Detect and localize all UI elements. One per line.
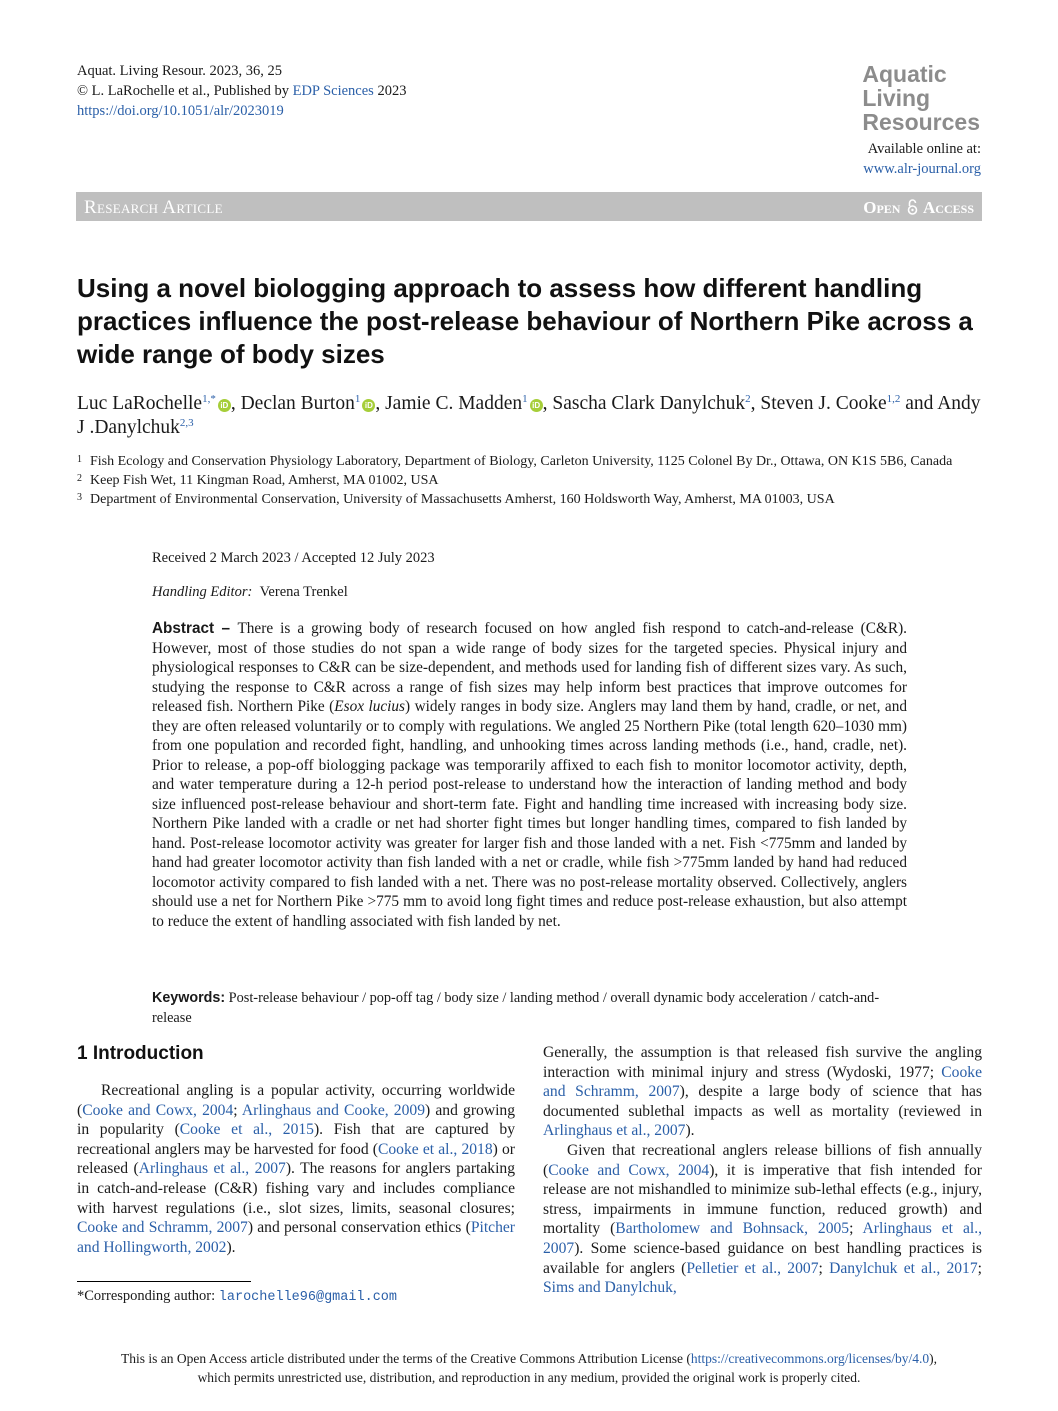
paragraph-text: ). xyxy=(685,1122,695,1140)
affiliation xyxy=(77,452,983,471)
article-type: Research Article xyxy=(84,197,223,218)
paragraph-text: ; xyxy=(849,1220,863,1238)
author-name: Sascha Clark Danylchuk xyxy=(552,393,746,414)
author-affiliation-sup[interactable]: 2,3 xyxy=(179,417,194,429)
header-meta xyxy=(77,61,406,121)
citation-link[interactable]: Pelletier et al., 2007 xyxy=(686,1259,819,1277)
paragraph-text: ). Fish that are captured by recreational anglers may be harvested for food ( xyxy=(77,1121,515,1158)
affiliations xyxy=(77,452,983,509)
citation-link[interactable]: Pitcher and Hollingworth, 2002 xyxy=(77,1219,515,1256)
license-url-link[interactable]: https://creativecommons.org/licenses/by/4.0 xyxy=(690,1351,930,1366)
author-affiliation-sup[interactable]: 1 xyxy=(354,393,361,405)
paragraph-text: ; xyxy=(977,1259,982,1277)
paragraph-text: ), despite a large body of science that has documented sublethal impacts as well as mortality (reviewed in xyxy=(543,1083,982,1120)
open-access-badge: Open Access xyxy=(863,198,974,217)
journal-url-link[interactable]: www.alr-journal.org xyxy=(863,161,981,177)
footnote-divider xyxy=(77,1281,251,1282)
citation-link[interactable]: Arlinghaus and Cooke, 2009 xyxy=(241,1101,425,1119)
license-statement: This is an Open Access article distributed under the terms of the Creative Commons Attribution License (https://creativecommons.org/licenses/by/4.0), which permits unrestricted use, distribution, and reproduction in any medium, provided the original work is properly cited. xyxy=(121,1351,937,1385)
author xyxy=(760,393,900,414)
citation-link[interactable]: Arlinghaus et al., 2007 xyxy=(138,1160,286,1178)
orcid-icon[interactable]: iD xyxy=(218,399,231,412)
author-name: Declan Burton xyxy=(240,393,355,414)
citation-link[interactable]: Sims and Danylchuk, xyxy=(543,1279,677,1297)
paragraph-text: Given that recreational anglers release billions of fish annually ( xyxy=(543,1142,982,1179)
abstract-label: Abstract xyxy=(152,620,215,637)
intro-paragraph-1 xyxy=(77,1081,515,1257)
citation-link[interactable]: Cooke and Schramm, 2007 xyxy=(77,1219,248,1237)
author-name: Steven J. Cooke xyxy=(760,393,887,414)
author xyxy=(552,393,750,414)
handling-editor: Handling Editor: Verena Trenkel xyxy=(152,584,348,600)
corresponding-author-footnote: *Corresponding author: larochelle96@gmail.com xyxy=(77,1288,397,1305)
affiliation-text: Fish Ecology and Conservation Physiology Laboratory, Department of Biology, Carleton University, 1125 Colonel By Dr., Ottawa, ON K1S 5B6, Canada xyxy=(90,454,953,469)
intro-paragraph-2 xyxy=(543,1043,982,1141)
citation-link[interactable]: Danylchuk et al., 2017 xyxy=(829,1259,978,1277)
citation-link[interactable]: Cooke et al., 2018 xyxy=(377,1140,493,1158)
paragraph-text: ) or released ( xyxy=(77,1140,515,1178)
citation-link[interactable]: Cooke and Cowx, 2004 xyxy=(548,1161,710,1179)
author xyxy=(241,393,376,414)
article-title: Using a novel biologging approach to assess how different handling practices influence the post-release behaviour of Northern Pike across a wide range of body sizes xyxy=(77,273,973,369)
author-affiliation-sup[interactable]: 2 xyxy=(745,393,751,405)
orcid-icon[interactable]: iD xyxy=(530,399,543,412)
article-type-bar xyxy=(76,192,982,221)
author-affiliation-sup[interactable]: 1 xyxy=(522,393,528,405)
paragraph-text: ). Some science-based guidance on best handling practices is available for anglers ( xyxy=(543,1239,982,1277)
email-link[interactable]: larochelle96@gmail.com xyxy=(218,1290,397,1305)
affiliation xyxy=(77,471,983,490)
abstract: Abstract – There is a growing body of research focused on how angled fish respond to catch-and-release (C&R). However, most of those studies do not span a wide range of body sizes for the targeted species. Physical injury and physiological responses to C&R can be size-dependent, and methods used for landing fish of different sizes vary. As such, studying the response to C&R across a range of fish sizes may help inform best practices that improve outcomes for released fish. Northern Pike (Esox lucius) widely ranges in body size. Anglers may land them by hand, cradle, or net, and they are often released voluntarily or to comply with regulations. We angled 25 Northern Pike (total length 620–1030 mm) from one population and recorded fight, handling, and unhooking times across landing methods (i.e., hand, cradle, net). Prior to release, a pop-off biologging package was temporarily affixed to each fish to monitor locomotor activity, depth, and water temperature during a 12-h period post-release to understand how the interaction of landing method and body size influenced post-release behaviour and short-term fate. Fight and handling time increased with increasing body size. Northern Pike landed with a cradle or net had shorter fight times but longer handling times, compared to fish landed by hand. Post-release locomotor activity was greater for larger fish and those landed with a net. Fish <775mm and landed by hand had greater locomotor activity than fish landed with a net or cradle, while fish >775mm landed by hand had reduced locomotor activity compared to fish landed with a net. There was no post-release mortality observed. Collectively, anglers should use a net for Northern Pike >775 mm to avoid long fight times and reduce post-release exhaustion, but also attempt to reduce the extent of handling associated with fish landed by net. xyxy=(152,620,907,930)
citation-link[interactable]: Arlinghaus et al., 2007 xyxy=(543,1122,686,1140)
affiliation-number: 1 xyxy=(77,454,82,465)
author xyxy=(385,393,543,414)
author-affiliation-sup[interactable]: 1,2 xyxy=(886,393,901,405)
affiliation-text: Keep Fish Wet, 11 Kingman Road, Amherst, MA 01002, USA xyxy=(90,473,439,488)
paragraph-text: ), it is imperative that fish intended for release are not mishandled to minimize sub-lethal effects (e.g., injury, stress, impairments in immune function, reduced growth) and mortality ( xyxy=(543,1161,983,1238)
citation-link[interactable]: Bartholomew and Bohnsack, 2005 xyxy=(615,1220,850,1238)
affiliation xyxy=(77,490,983,509)
author-name: Andy J .Danylchuk xyxy=(77,393,981,438)
open-lock-icon xyxy=(907,199,918,215)
publisher-link[interactable]: EDP Sciences xyxy=(292,83,374,99)
affiliation-text: Department of Environmental Conservation, University of Massachusetts Amherst, 160 Holdsworth Way, Amherst, MA 01003, USA xyxy=(90,492,835,507)
paragraph-text: ; xyxy=(818,1259,830,1277)
citation: Aquat. Living Resour. 2023, 36, 25 xyxy=(77,63,283,79)
paragraph-text: ) and growing in popularity ( xyxy=(77,1101,516,1139)
citation-link[interactable]: Cooke et al., 2015 xyxy=(179,1121,314,1139)
paragraph-text: ). The reasons for anglers partaking in catch-and-release (C&R) fishing vary and includes compliance with harvest regulations (i.e., slot sizes, limits, seasonal closures; xyxy=(77,1160,515,1217)
intro-paragraph-3 xyxy=(543,1141,982,1298)
affiliation-number: 3 xyxy=(77,492,82,503)
journal-availability: Available online at: www.alr-journal.org xyxy=(863,141,981,177)
paragraph-text: Recreational angling is a popular activity, occurring worldwide ( xyxy=(77,1082,515,1119)
paragraph-text: ) and personal conservation ethics ( xyxy=(247,1219,471,1237)
orcid-icon[interactable]: iD xyxy=(362,399,375,412)
journal-logo: Aquatic Living Resources xyxy=(862,61,980,135)
copyright-line: © L. LaRochelle et al., Published by EDP Sciences 2023 xyxy=(77,83,407,99)
received-accepted-dates: Received 2 March 2023 / Accepted 12 July 2023 xyxy=(152,550,435,566)
author xyxy=(77,393,231,414)
species-name: Esox lucius xyxy=(334,698,406,715)
doi-link[interactable]: https://doi.org/10.1051/alr/2023019 xyxy=(77,103,284,119)
citation-link[interactable]: Cooke and Cowx, 2004 xyxy=(82,1101,234,1119)
paragraph-text: Generally, the assumption is that released fish survive the angling interaction with minimal injury and stress (Wydoski, 1977; xyxy=(543,1044,982,1081)
affiliation-number: 2 xyxy=(77,473,82,484)
section-heading-introduction: 1 Introduction xyxy=(77,1043,204,1064)
citation-link[interactable]: Cooke and Schramm, 2007 xyxy=(543,1063,982,1101)
keywords-label: Keywords: xyxy=(152,990,226,1006)
author-affiliation-sup[interactable]: 1,* xyxy=(202,393,216,405)
paragraph-text: ; xyxy=(233,1101,242,1119)
paragraph-text: ). xyxy=(226,1238,236,1256)
author-list: Luc LaRochelle$^{1,*}$iD , Declan Burton$^1$iD , Jamie C. Madden$^1$iD , Sascha Clark Danylchuk$^2$, Steven J. Cooke$^{1,2}$ and Andy J .Danylchuk$^{2,3}$ xyxy=(77,393,981,438)
author-name: Jamie C. Madden xyxy=(385,393,523,414)
author-name: Luc LaRochelle xyxy=(77,393,203,414)
citation-link[interactable]: Arlinghaus et al., 2007 xyxy=(543,1220,982,1257)
keywords: Keywords: Post-release behaviour / pop-off tag / body size / landing method / overall dynamic body acceleration / catch-and-release xyxy=(152,990,880,1026)
